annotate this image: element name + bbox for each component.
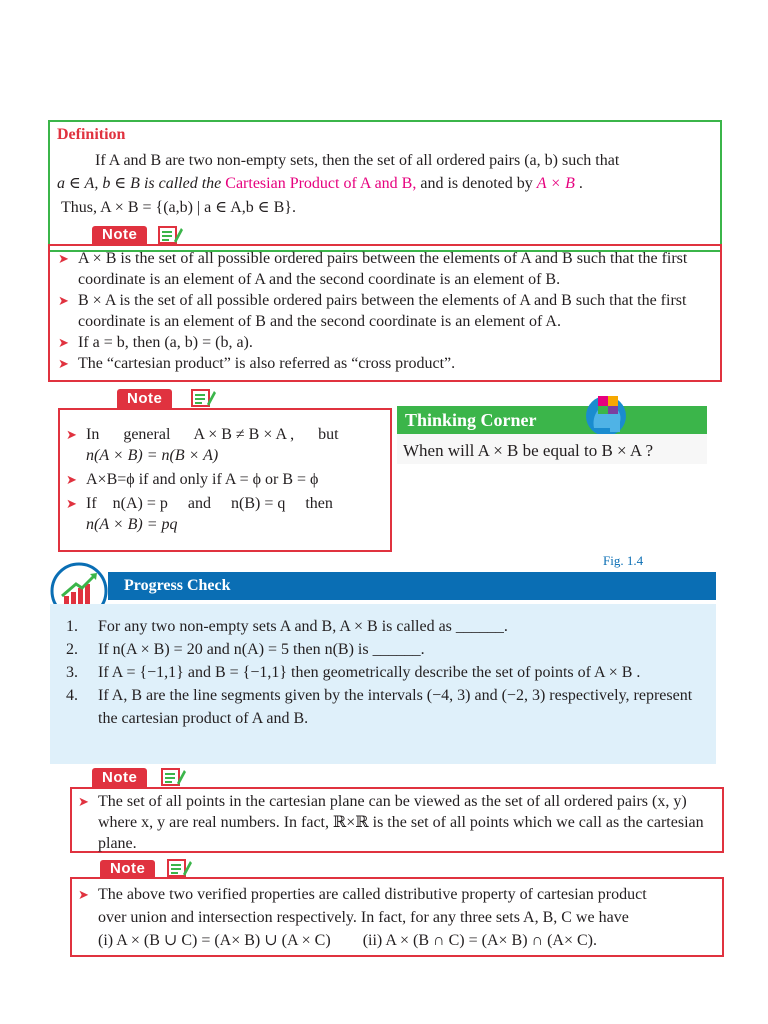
notepad-icon bbox=[166, 858, 192, 878]
notepad-icon bbox=[160, 767, 186, 787]
definition-line-1: If A and B are two non-empty sets, then the set of all ordered pairs (a, b) such that bbox=[95, 152, 620, 169]
thinking-corner-header bbox=[397, 406, 707, 434]
definition-line-3: Thus, A × B = {(a,b) | a ∈ A,b ∈ B}. bbox=[61, 199, 296, 216]
arrow-bullet-icon: ➤ bbox=[66, 496, 77, 511]
list-item: ➤ The above two verified properties are called distributive property of cartesian product over union and intersection respectively. In fact, for any three sets A, B, C we have (i) A × (B ∪ C) = (A× B) ∪ (A × C) (ii) A × (B ∩ C) = (A× B) ∩ (A× C). bbox=[74, 883, 714, 952]
progress-check-title: Progress Check bbox=[124, 577, 231, 594]
progress-check-panel bbox=[50, 604, 716, 764]
list-item: ➤ The set of all points in the cartesian plane can be viewed as the set of all ordered pairs (x, y) where x, y are real numbers. In fact, ℝ×ℝ is the set of all points which we call as the cartesian plane. bbox=[78, 793, 704, 852]
list-item: 3. If A = {−1,1} and B = {−1,1} then geometrically describe the set of points of A × B . bbox=[66, 664, 641, 681]
list-item: 2. If n(A × B) = 20 and n(A) = 5 then n(B) is ______. bbox=[66, 641, 425, 658]
note-tab-1: Note bbox=[92, 226, 147, 244]
list-item: ➤ The “cartesian product” is also referred as “cross product”. bbox=[58, 355, 456, 372]
notepad-icon bbox=[157, 225, 183, 245]
list-item: ➤ If a = b, then (a, b) = (b, a). bbox=[58, 334, 253, 351]
note-tab-4: Note bbox=[100, 860, 155, 878]
arrow-bullet-icon: ➤ bbox=[78, 794, 89, 809]
definition-title: Definition bbox=[57, 126, 126, 143]
definition-line-2a: a ∈ A, b ∈ B is called the bbox=[57, 175, 226, 192]
list-item: ➤ In general A × B ≠ B × A , but n(A × B) = n(B × A) bbox=[66, 426, 339, 464]
list-item: ➤ A × B is the set of all possible ordered pairs between the elements of A and B such that the first coordinate is an element of A and the second coordinate is an element of B. bbox=[58, 250, 688, 288]
definition-line-2 bbox=[57, 173, 583, 194]
arrow-bullet-icon: ➤ bbox=[58, 293, 69, 308]
thinking-corner-body bbox=[397, 434, 707, 464]
definition-period: . bbox=[574, 175, 583, 192]
note-tab-3: Note bbox=[92, 768, 147, 787]
note-box-1 bbox=[48, 244, 722, 382]
brain-puzzle-icon bbox=[580, 388, 632, 440]
list-item: 1. For any two non-empty sets A and B, A × B is called as ______. bbox=[66, 618, 508, 635]
arrow-bullet-icon: ➤ bbox=[66, 427, 77, 442]
list-item: ➤ If n(A) = p and n(B) = q then n(A × B) = pq bbox=[66, 495, 333, 533]
arrow-bullet-icon: ➤ bbox=[58, 356, 69, 371]
list-item: ➤ B × A is the set of all possible ordered pairs between the elements of A and B such that the first coordinate is an element of B and the second coordinate is an element of A. bbox=[58, 292, 687, 330]
note-tab-2: Note bbox=[117, 389, 172, 409]
thinking-corner-title: Thinking Corner bbox=[405, 410, 537, 430]
note-box-4 bbox=[70, 877, 724, 957]
note-box-3 bbox=[70, 787, 724, 853]
note-box-2 bbox=[58, 408, 392, 552]
cartesian-symbol: A × B bbox=[536, 175, 575, 192]
arrow-bullet-icon: ➤ bbox=[58, 251, 69, 266]
arrow-bullet-icon: ➤ bbox=[78, 887, 89, 902]
list-item: ➤ A×B=ϕ if and only if A = ϕ or B = ϕ bbox=[66, 471, 319, 488]
definition-line-2b: and is denoted by bbox=[416, 175, 537, 192]
arrow-bullet-icon: ➤ bbox=[58, 335, 69, 350]
figure-label: Fig. 1.4 bbox=[603, 553, 644, 568]
definition-box bbox=[48, 120, 722, 252]
progress-check-header bbox=[108, 572, 716, 600]
arrow-bullet-icon: ➤ bbox=[66, 472, 77, 487]
cartesian-product-term: Cartesian Product of A and B, bbox=[225, 175, 417, 192]
thinking-corner-question: When will A × B be equal to B × A ? bbox=[403, 441, 654, 460]
notepad-icon bbox=[190, 388, 216, 408]
list-item: 4. If A, B are the line segments given by the intervals (−4, 3) and (−2, 3) respectively, represent the cartesian product of A and B. bbox=[66, 687, 693, 727]
